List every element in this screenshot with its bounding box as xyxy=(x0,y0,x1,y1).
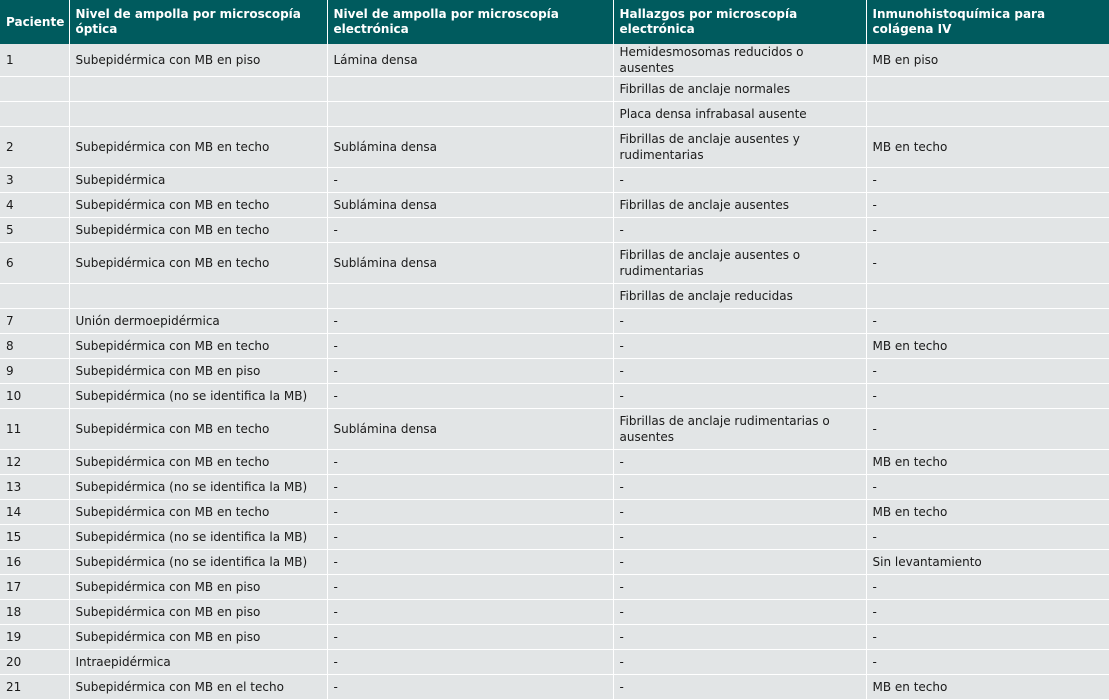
cell-nivel-optica: Subepidérmica (no se identifica la MB) xyxy=(69,384,327,409)
cell-nivel-electronica: - xyxy=(327,625,613,650)
cell-hallazgos: Fibrillas de anclaje reducidas xyxy=(613,284,866,309)
cell-nivel-electronica xyxy=(327,77,613,102)
table-row xyxy=(0,334,1109,359)
cell-hallazgos: - xyxy=(613,625,866,650)
cell-nivel-electronica: Sublámina densa xyxy=(327,127,613,168)
cell-paciente: 21 xyxy=(0,675,69,700)
cell-nivel-electronica: - xyxy=(327,475,613,500)
cell-paciente xyxy=(0,77,69,102)
cell-nivel-electronica: - xyxy=(327,525,613,550)
table-row xyxy=(0,600,1109,625)
table-row xyxy=(0,650,1109,675)
cell-hallazgos: - xyxy=(613,218,866,243)
cell-paciente: 6 xyxy=(0,243,69,284)
cell-inmunohistoquimica: - xyxy=(866,193,1109,218)
cell-paciente: 15 xyxy=(0,525,69,550)
header-nivel-electronica: Nivel de ampolla por microscopía electrónica xyxy=(327,0,613,44)
cell-hallazgos: - xyxy=(613,384,866,409)
cell-nivel-electronica: - xyxy=(327,309,613,334)
cell-hallazgos: Fibrillas de anclaje rudimentarias o ausentes xyxy=(613,409,866,450)
cell-nivel-optica: Subepidérmica con MB en techo xyxy=(69,243,327,284)
cell-hallazgos: Fibrillas de anclaje ausentes xyxy=(613,193,866,218)
header-paciente: Paciente xyxy=(0,0,69,44)
cell-nivel-optica: Subepidérmica con MB en techo xyxy=(69,500,327,525)
cell-paciente: 5 xyxy=(0,218,69,243)
table-row xyxy=(0,575,1109,600)
cell-paciente: 8 xyxy=(0,334,69,359)
cell-inmunohistoquimica: - xyxy=(866,600,1109,625)
table-row xyxy=(0,550,1109,575)
cell-nivel-optica: Subepidérmica con MB en piso xyxy=(69,44,327,77)
cell-hallazgos: - xyxy=(613,600,866,625)
cell-paciente: 7 xyxy=(0,309,69,334)
cell-nivel-electronica: - xyxy=(327,384,613,409)
cell-hallazgos: Fibrillas de anclaje normales xyxy=(613,77,866,102)
cell-inmunohistoquimica: - xyxy=(866,625,1109,650)
cell-nivel-optica: Subepidérmica (no se identifica la MB) xyxy=(69,525,327,550)
cell-nivel-optica: Subepidérmica con MB en techo xyxy=(69,193,327,218)
table-row xyxy=(0,309,1109,334)
cell-inmunohistoquimica: - xyxy=(866,384,1109,409)
cell-hallazgos: - xyxy=(613,500,866,525)
cell-nivel-optica: Subepidérmica con MB en piso xyxy=(69,359,327,384)
table-row xyxy=(0,168,1109,193)
cell-hallazgos: - xyxy=(613,309,866,334)
cell-inmunohistoquimica: Sin levantamiento xyxy=(866,550,1109,575)
cell-paciente xyxy=(0,102,69,127)
cell-nivel-optica: Subepidérmica xyxy=(69,168,327,193)
cell-nivel-electronica: - xyxy=(327,675,613,700)
cell-inmunohistoquimica: - xyxy=(866,218,1109,243)
cell-nivel-optica: Subepidérmica con MB en piso xyxy=(69,625,327,650)
cell-nivel-optica: Subepidérmica con MB en techo xyxy=(69,409,327,450)
cell-nivel-electronica: - xyxy=(327,600,613,625)
cell-inmunohistoquimica: MB en techo xyxy=(866,500,1109,525)
cell-paciente: 4 xyxy=(0,193,69,218)
cell-paciente xyxy=(0,284,69,309)
cell-nivel-electronica: - xyxy=(327,334,613,359)
table-row xyxy=(0,450,1109,475)
cell-inmunohistoquimica xyxy=(866,77,1109,102)
table-row xyxy=(0,193,1109,218)
cell-nivel-electronica: Sublámina densa xyxy=(327,193,613,218)
cell-hallazgos: - xyxy=(613,650,866,675)
cell-nivel-electronica: - xyxy=(327,218,613,243)
cell-paciente: 11 xyxy=(0,409,69,450)
cell-paciente: 19 xyxy=(0,625,69,650)
cell-nivel-electronica: - xyxy=(327,650,613,675)
cell-nivel-optica: Unión dermoepidérmica xyxy=(69,309,327,334)
cell-nivel-electronica: - xyxy=(327,550,613,575)
cell-paciente: 3 xyxy=(0,168,69,193)
cell-inmunohistoquimica: - xyxy=(866,243,1109,284)
table-row xyxy=(0,243,1109,284)
cell-nivel-electronica: - xyxy=(327,359,613,384)
cell-hallazgos: Placa densa infrabasal ausente xyxy=(613,102,866,127)
cell-paciente: 20 xyxy=(0,650,69,675)
table-row xyxy=(0,127,1109,168)
cell-inmunohistoquimica: - xyxy=(866,650,1109,675)
cell-nivel-electronica: Lámina densa xyxy=(327,44,613,77)
header-row xyxy=(0,0,1109,44)
cell-hallazgos: - xyxy=(613,675,866,700)
table-row xyxy=(0,384,1109,409)
cell-hallazgos: - xyxy=(613,550,866,575)
cell-nivel-optica xyxy=(69,77,327,102)
cell-inmunohistoquimica: - xyxy=(866,359,1109,384)
cell-paciente: 9 xyxy=(0,359,69,384)
cell-paciente: 18 xyxy=(0,600,69,625)
cell-paciente: 1 xyxy=(0,44,69,77)
cell-inmunohistoquimica: - xyxy=(866,525,1109,550)
cell-hallazgos: - xyxy=(613,359,866,384)
cell-paciente: 14 xyxy=(0,500,69,525)
cell-nivel-optica: Subepidérmica con MB en techo xyxy=(69,334,327,359)
cell-nivel-optica xyxy=(69,102,327,127)
cell-nivel-electronica xyxy=(327,284,613,309)
cell-inmunohistoquimica: MB en techo xyxy=(866,450,1109,475)
cell-inmunohistoquimica: MB en techo xyxy=(866,127,1109,168)
cell-inmunohistoquimica: - xyxy=(866,475,1109,500)
cell-nivel-optica: Subepidérmica (no se identifica la MB) xyxy=(69,475,327,500)
cell-inmunohistoquimica: MB en techo xyxy=(866,334,1109,359)
cell-nivel-optica: Intraepidérmica xyxy=(69,650,327,675)
cell-inmunohistoquimica: - xyxy=(866,575,1109,600)
cell-nivel-electronica: - xyxy=(327,168,613,193)
cell-nivel-electronica: - xyxy=(327,500,613,525)
table-row xyxy=(0,625,1109,650)
cell-paciente: 10 xyxy=(0,384,69,409)
cell-hallazgos: - xyxy=(613,168,866,193)
cell-nivel-electronica: Sublámina densa xyxy=(327,243,613,284)
cell-paciente: 17 xyxy=(0,575,69,600)
cell-inmunohistoquimica xyxy=(866,102,1109,127)
cell-nivel-optica: Subepidérmica con MB en piso xyxy=(69,600,327,625)
table-row xyxy=(0,284,1109,309)
cell-paciente: 13 xyxy=(0,475,69,500)
cell-inmunohistoquimica: - xyxy=(866,309,1109,334)
cell-hallazgos: - xyxy=(613,575,866,600)
table-row xyxy=(0,102,1109,127)
cell-nivel-electronica xyxy=(327,102,613,127)
cell-nivel-optica: Subepidérmica con MB en techo xyxy=(69,218,327,243)
cell-hallazgos: - xyxy=(613,450,866,475)
table-row xyxy=(0,675,1109,700)
cell-hallazgos: Fibrillas de anclaje ausentes o rudimentarias xyxy=(613,243,866,284)
cell-inmunohistoquimica: - xyxy=(866,168,1109,193)
cell-nivel-electronica: Sublámina densa xyxy=(327,409,613,450)
header-inmunohistoquimica: Inmunohistoquímica para colágena IV xyxy=(866,0,1109,44)
cell-nivel-optica xyxy=(69,284,327,309)
cell-hallazgos: - xyxy=(613,334,866,359)
cell-nivel-optica: Subepidérmica con MB en piso xyxy=(69,575,327,600)
table-body xyxy=(0,44,1109,700)
cell-nivel-electronica: - xyxy=(327,450,613,475)
cell-paciente: 12 xyxy=(0,450,69,475)
table-row xyxy=(0,218,1109,243)
cell-nivel-optica: Subepidérmica con MB en techo xyxy=(69,127,327,168)
cell-hallazgos: Fibrillas de anclaje ausentes y rudimentarias xyxy=(613,127,866,168)
table-row xyxy=(0,44,1109,77)
cell-inmunohistoquimica xyxy=(866,284,1109,309)
cell-hallazgos: - xyxy=(613,525,866,550)
cell-nivel-optica: Subepidérmica con MB en techo xyxy=(69,450,327,475)
cell-inmunohistoquimica: MB en piso xyxy=(866,44,1109,77)
cell-nivel-electronica: - xyxy=(327,575,613,600)
header-hallazgos: Hallazgos por microscopía electrónica xyxy=(613,0,866,44)
cell-inmunohistoquimica: - xyxy=(866,409,1109,450)
cell-nivel-optica: Subepidérmica con MB en el techo xyxy=(69,675,327,700)
cell-hallazgos: - xyxy=(613,475,866,500)
cell-nivel-optica: Subepidérmica (no se identifica la MB) xyxy=(69,550,327,575)
cell-hallazgos: Hemidesmosomas reducidos o ausentes xyxy=(613,44,866,77)
cell-paciente: 16 xyxy=(0,550,69,575)
table-row xyxy=(0,525,1109,550)
table-header xyxy=(0,0,1109,44)
header-nivel-optica: Nivel de ampolla por microscopía óptica xyxy=(69,0,327,44)
table-row xyxy=(0,359,1109,384)
table-row xyxy=(0,77,1109,102)
table-row xyxy=(0,475,1109,500)
table-row xyxy=(0,500,1109,525)
cell-paciente: 2 xyxy=(0,127,69,168)
cell-inmunohistoquimica: MB en techo xyxy=(866,675,1109,700)
table-row xyxy=(0,409,1109,450)
